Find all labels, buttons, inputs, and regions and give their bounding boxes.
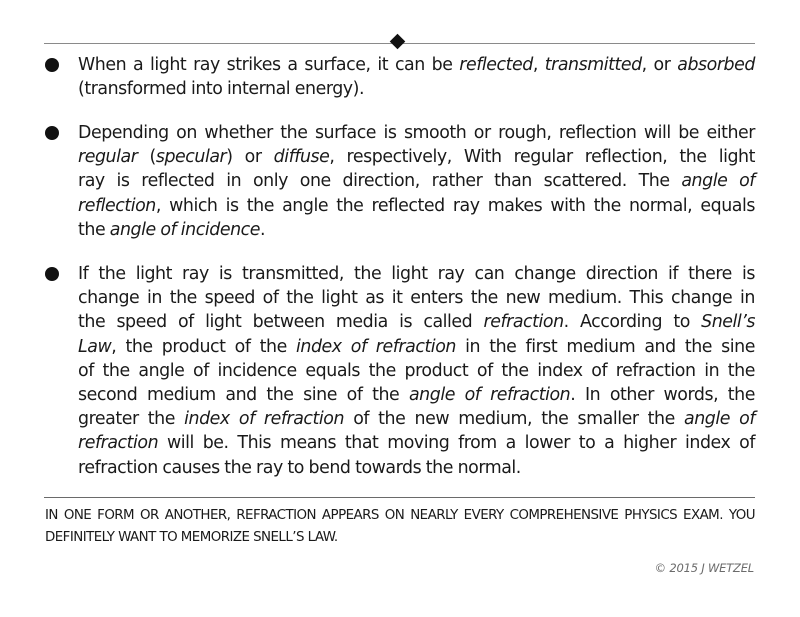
text-line <box>78 218 755 242</box>
emphasized-term: regular <box>78 147 138 168</box>
emphasized-term: reflection <box>78 195 156 216</box>
emphasized-term: index of refraction <box>184 409 345 430</box>
text-line <box>78 77 755 101</box>
text-run: change in the speed of the light as it enters the new medium. This change in <box>78 288 755 309</box>
emphasized-term: Snell’s <box>701 312 756 333</box>
diamond-ornament-icon <box>390 34 406 50</box>
emphasized-term: absorbed <box>677 55 755 75</box>
text-line <box>78 359 755 383</box>
text-run: ( <box>137 147 156 168</box>
text-run: , which is the angle the reflected ray makes with the normal, equals <box>155 195 755 216</box>
emphasized-term: Law <box>78 336 112 357</box>
text-run: ) or <box>226 147 274 168</box>
emphasized-term: refraction <box>78 433 159 454</box>
text-line <box>78 286 755 310</box>
text-line <box>78 456 755 480</box>
text-run: . According to <box>563 312 702 333</box>
emphasized-term: reflected <box>459 55 533 75</box>
text-run: If the light ray is transmitted, the light ray can change direction if there is <box>78 264 755 284</box>
text-run: of the new medium, the smaller the <box>344 409 684 430</box>
emphasized-term: specular <box>155 147 227 168</box>
emphasized-term: angle of <box>681 171 755 192</box>
text-line <box>78 169 755 193</box>
text-run: , respectively, With regular reflection, the light <box>329 147 755 168</box>
text-line <box>78 121 755 145</box>
text-run: ray is reflected in only one direction, rather than scattered. The <box>78 171 682 192</box>
text-run: the speed of light between media is called <box>78 312 484 333</box>
emphasized-term: transmitted <box>544 55 642 75</box>
exam-tip-line: IN ONE FORM OR ANOTHER, REFRACTION APPEARS ON NEARLY EVERY COMPREHENSIVE PHYSICS EXAM. YOU <box>45 508 755 523</box>
bullet-dot-icon <box>45 126 59 140</box>
bullet-dot-icon <box>45 58 59 72</box>
text-run: , <box>532 55 545 75</box>
text-line <box>78 383 755 407</box>
text-line <box>78 262 755 286</box>
emphasized-term: diffuse <box>273 147 330 168</box>
text-line <box>78 431 755 455</box>
text-run: . In other words, the <box>570 384 755 405</box>
bullet-text <box>78 53 755 101</box>
text-run: (transformed into internal energy). <box>78 79 365 100</box>
text-line <box>78 145 755 169</box>
emphasized-term: index of refraction <box>296 336 456 357</box>
bottom-divider-rule <box>44 497 755 498</box>
text-run: second medium and the sine of the <box>78 384 409 405</box>
text-run: . <box>260 219 266 240</box>
text-line <box>78 53 755 77</box>
text-run: When a light ray strikes a surface, it can be <box>78 55 460 75</box>
text-run: refraction causes the ray to bend towards the normal. <box>78 457 521 478</box>
text-run: of the angle of incidence equals the product of the index of refraction in the <box>78 360 755 381</box>
text-line <box>78 335 755 359</box>
bullet-dot-icon <box>45 267 59 281</box>
text-line <box>78 407 755 431</box>
text-run: , or <box>641 55 678 75</box>
text-line <box>78 310 755 334</box>
text-run: will be. This means that moving from a lower to a higher index of <box>158 433 755 454</box>
bullet-text <box>78 262 755 480</box>
emphasized-term: angle of refraction <box>408 384 571 405</box>
emphasized-term: angle of incidence <box>109 219 261 240</box>
text-run: greater the <box>78 409 185 430</box>
text-run: the <box>78 219 110 240</box>
copyright-notice: © 2015 J WETZEL <box>654 561 754 575</box>
text-line <box>78 194 755 218</box>
emphasized-term: refraction <box>483 312 564 333</box>
exam-tip-note <box>45 505 755 549</box>
text-run: in the first medium and the sine <box>455 336 755 357</box>
exam-tip-line: DEFINITELY WANT TO MEMORIZE SNELL’S LAW. <box>45 530 338 545</box>
text-run: Depending on whether the surface is smooth or rough, reflection will be either <box>78 123 755 143</box>
text-run: , the product of the <box>111 336 297 357</box>
bullet-text <box>78 121 755 242</box>
emphasized-term: angle of <box>684 409 755 430</box>
